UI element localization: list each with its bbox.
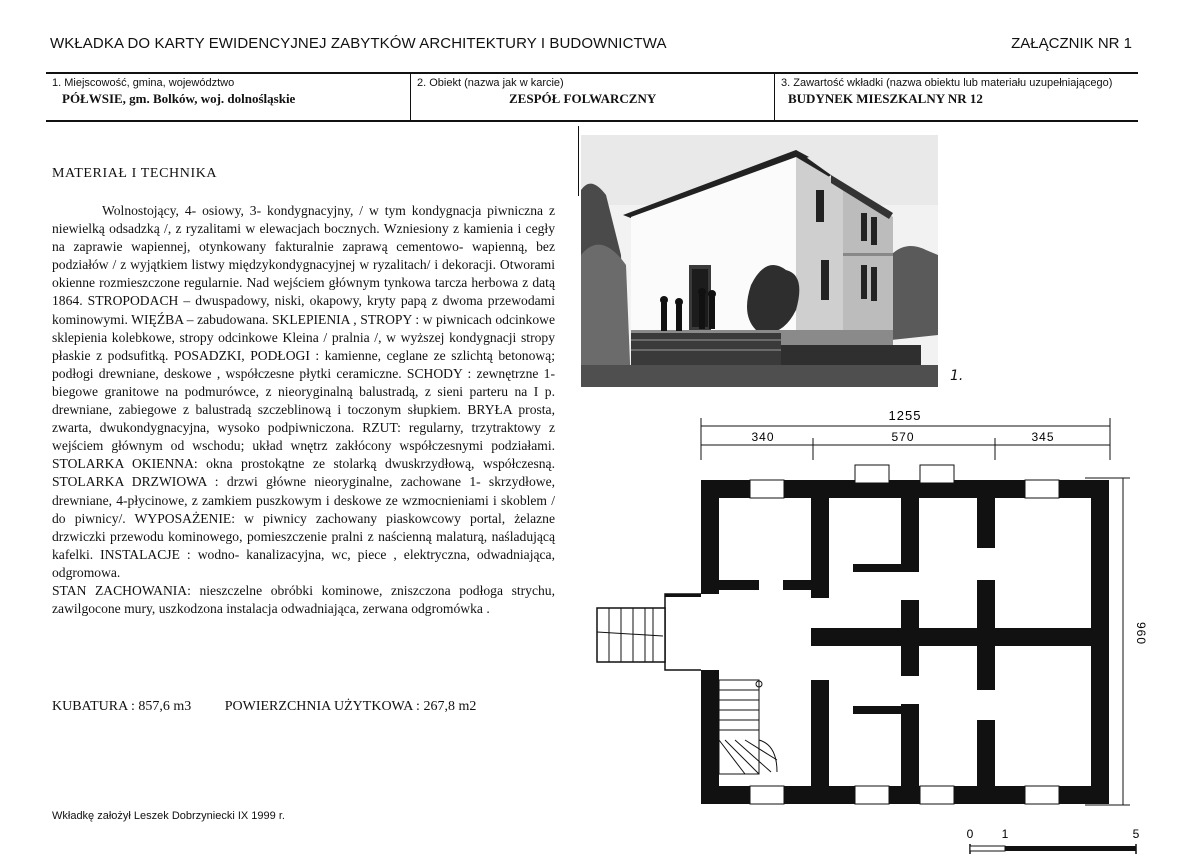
location-value: PÓŁWSIE, gm. Bolków, woj. dolnośląskie (62, 91, 296, 106)
object-value: ZESPÓŁ FOLWARCZNY (509, 91, 657, 106)
location-cell (46, 74, 411, 120)
plan-segment-2: 570 (891, 430, 915, 444)
object-cell (411, 74, 775, 120)
content-value: BUDYNEK MIESZKALNY NR 12 (788, 91, 983, 106)
content-cell (775, 74, 1138, 120)
plan-segment-1: 340 (751, 430, 775, 444)
scale-label-5: 5 (1132, 827, 1140, 841)
column-divider (578, 126, 579, 196)
location-caption: 1. Miejscowość, gmina, województwo (52, 77, 235, 89)
author-note: Wkładkę założył Leszek Dobrzyniecki IX 1999 r. (52, 810, 285, 822)
condition-paragraph: STAN ZACHOWANIA: nieszczelne obróbki kominowe, zniszczona podłoga strychu, zawilgocone mury, uszkodzona instalacja odwadniająca, zerwana odgromówka . (52, 582, 555, 617)
metrics-row (52, 699, 506, 715)
scale-bar (955, 826, 1145, 856)
description-text (52, 202, 555, 618)
floor-plan (585, 400, 1155, 820)
object-caption: 2. Obiekt (nazwa jak w karcie) (417, 77, 564, 89)
volume-value: KUBATURA : 857,6 m3 (52, 699, 192, 714)
plan-segment-3: 345 (1031, 430, 1055, 444)
content-caption: 3. Zawartość wkładki (nazwa obiektu lub materiału uzupełniającego) (781, 77, 1113, 89)
page-title: WKŁADKA DO KARTY EWIDENCYJNEJ ZABYTKÓW ARCHITEKTURY I BUDOWNICTWA (50, 35, 667, 52)
plan-depth: 960 (1134, 622, 1148, 646)
scale-label-1: 1 (1001, 827, 1009, 841)
annex-number: ZAŁĄCZNIK NR 1 (1011, 35, 1132, 52)
description-paragraph: Wolnostojący, 4- osiowy, 3- kondygnacyjny, / w tym kondygnacja piwniczna z niewielką odsadzką /, z ryzalitami w elewacjach bocznych. Wzniesiony z kamienia i cegły na zaprawie wapiennej, otynkowany fakturalnie zaprawą cementowo- wapienną, bez podziałów / z wyjątkiem listwy międzykondygnacyjnej w ryzalitach/ i dekoracji. Otworami okienne rozmieszczone regularnie. Nad wejściem głównym tynkowa tarcza herbowa z datą 1864. STROPODACH – dwuspadowy, niski, okapowy, kryty papą z dwoma przewodami kominowymi. WIĘŹBA – zabudowana. SKLEPIENIA , STROPY : w piwnicach odcinkowe sklepienia kolebkowe, stropy odcinkowe Kleina / pralnia /, w wyższej kondygnacji stropy płaskie z podsufitką. POSADZKI, PODŁOGI : kamienne, ceglane ze szlichtą betonową; podłogi drewniane, deskowe , współczesne płytki ceramiczne. SCHODY : zewnętrzne 1- biegowe granitowe na podmurówce, z nieoryginalną balustradą, z sieni parteru na I p. drewniane, zabiegowe z balustradą szczeblinową i toczonym słupkiem. BRYŁA prosta, zwarta, dwukondygnacyjna, wysoko podpiwniczona. RZUT: regularny, trzytraktowy z wejściem głównym od wschodu; układ wnętrz zakłócony współczesnymi podziałami. STOLARKA OKIENNA: okna prostokątne ze stolarką dwuskrzydłową, współczesną. STOLARKA DRZWIOWA : drzwi główne nieoryginalne, zachowane 1- skrzydłowe, drewniane, 4-płycinowe, z zamkiem puszkowym i deskowe ze wzmocnieniami i skoblem / do piwnicy/. WYPOSAŻENIE: w piwnicy zachowany piaskowcowy portal, żelazne drzwiczki przewodu kominowego, pomieszczenie pralni z naścienną malaturą, naśladującą kafelki. INSTALACJE : wodno- kanalizacyjna, wc, piece , elektryczna, odwadniająca, odgromowa. (52, 203, 555, 580)
scale-label-0: 0 (966, 827, 974, 841)
photo-number: 1. (950, 368, 964, 384)
building-photo (581, 135, 938, 387)
header-table (46, 72, 1138, 122)
plan-total-width: 1255 (888, 408, 922, 423)
usable-area-value: POWIERZCHNIA UŻYTKOWA : 267,8 m2 (224, 699, 477, 714)
section-heading: MATERIAŁ I TECHNIKA (52, 166, 218, 181)
